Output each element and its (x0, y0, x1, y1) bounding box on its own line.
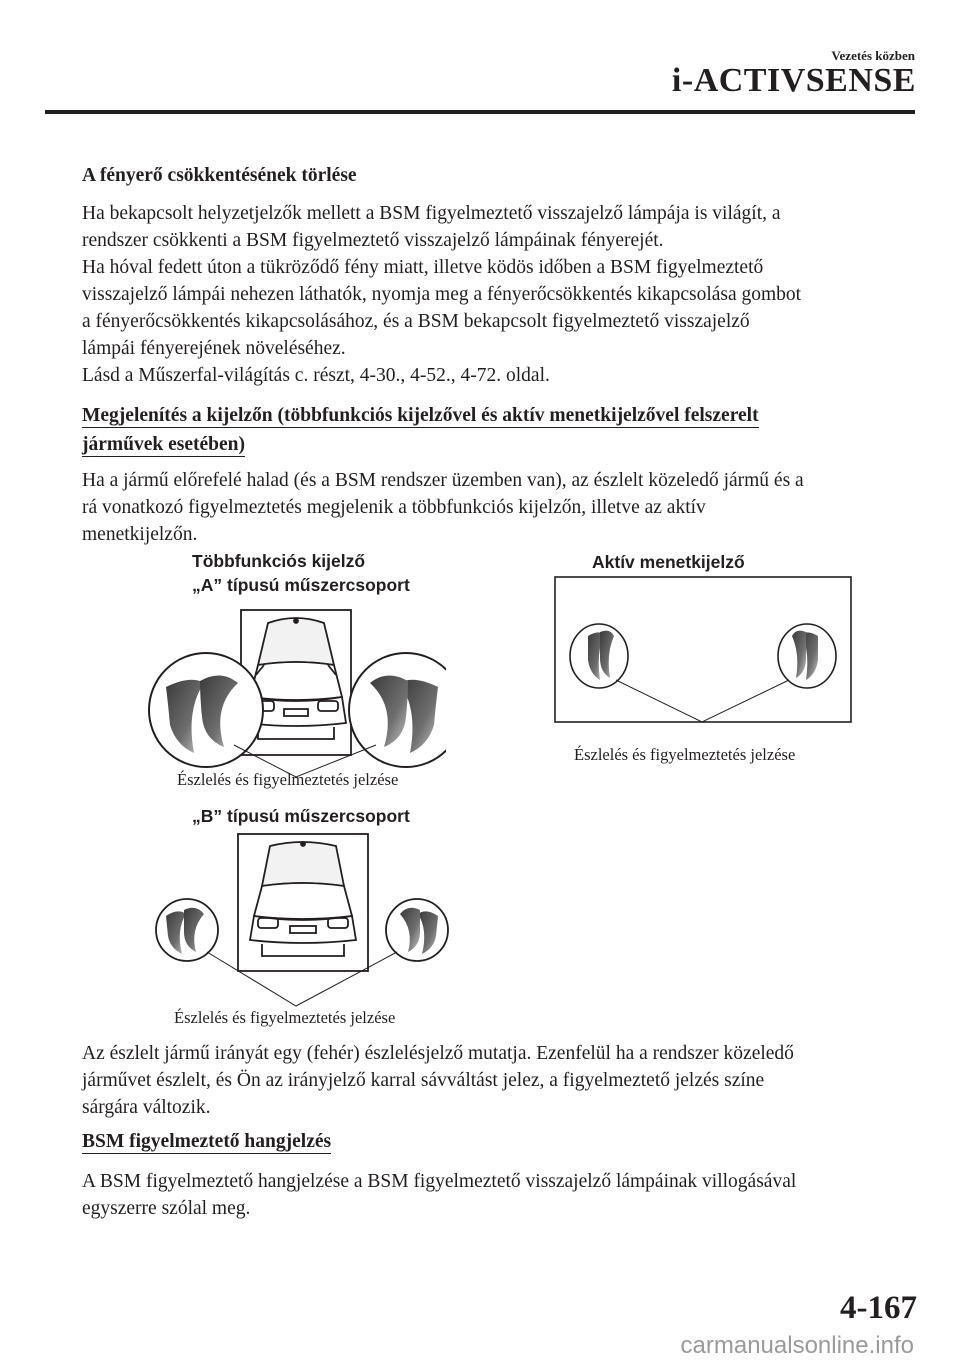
text-line: Ha bekapcsolt helyzetjelzők mellett a BSM figyelmeztető visszajelző lámpája is világít, a (82, 203, 781, 224)
text-line: egyszerre szólal meg. (82, 1198, 251, 1219)
text-line: sárgára változik. (82, 1097, 211, 1118)
text-line: visszajelző lámpái nehezen láthatók, nyomja meg a fényerőcsökkentés kikapcsolása gombot (82, 284, 802, 305)
heading-line: BSM figyelmeztető hangjelzés (82, 1131, 332, 1152)
bsm-indicator-left-icon (570, 624, 628, 688)
heading-line: járművek esetében) (82, 434, 245, 455)
heading-display (82, 401, 759, 459)
text-line: Lásd a Műszerfal-világítás c. részt, 4-30., 4-52., 4-72. oldal. (82, 365, 550, 386)
figure-type-b-label: „B” típusú műszercsoport (192, 806, 410, 826)
figure-active-title: Aktív menetkijelző (592, 552, 745, 572)
caption-type-a: Észlelés és figyelmeztetés jelzése (177, 770, 399, 789)
text-line: A BSM figyelmeztető hangjelzése a BSM figyelmeztető visszajelző lámpáinak villogásával (82, 1171, 797, 1192)
text-line: menetkijelzőn. (82, 524, 198, 545)
car-rear-icon (238, 834, 368, 971)
figure-multi-title: Többfunkciós kijelző (192, 551, 366, 571)
bsm-indicator-left-icon (156, 899, 218, 961)
page-number: 4-167 (840, 1290, 917, 1326)
figure-type-a-label: „A” típusú műszercsoport (192, 575, 410, 595)
text-line: rá vonatkozó figyelmeztetés megjelenik a többfunkciós kijelzőn, illetve az aktív (82, 497, 706, 518)
heading-line: Megjelenítés a kijelzőn (többfunkciós kijelzővel és aktív menetkijelzővel felszerelt (82, 405, 759, 426)
section-title: i-ACTIVSENSE (671, 62, 916, 99)
bsm-indicator-left-icon (149, 653, 263, 767)
text-line: rendszer csökkenti a BSM figyelmeztető visszajelző lámpáinak fényerejét. (82, 230, 664, 251)
figure-type-b-diagram (152, 830, 452, 1010)
paragraph-display (82, 467, 804, 548)
paragraph-brightness (82, 200, 801, 389)
figure-active-display-diagram (554, 576, 854, 756)
paragraph-direction (82, 1040, 794, 1121)
bsm-indicator-right-icon (386, 899, 448, 961)
text-line: lámpái fényerejének növeléséhez. (82, 338, 346, 359)
chapter-label: Vezetés közben (831, 48, 915, 63)
heading-brightness-cancel: A fényerő csökkentésének törlése (82, 165, 357, 186)
bsm-indicator-right-icon (778, 624, 836, 688)
watermark: carmanualsonline.info (680, 1332, 914, 1359)
paragraph-bsm-sound (82, 1168, 796, 1222)
text-line: Az észlelt jármű irányát egy (fehér) észlelésjelző mutatja. Ezenfelül ha a rendszer közeledő (82, 1043, 794, 1064)
caption-type-b: Észlelés és figyelmeztetés jelzése (174, 1008, 396, 1027)
heading-bsm-sound (82, 1127, 331, 1156)
header-rule (45, 110, 915, 114)
figure-type-a-diagram (146, 605, 446, 785)
text-line: Ha hóval fedett úton a tükröződő fény miatt, illetve ködös időben a BSM figyelmeztető (82, 257, 764, 278)
text-line: Ha a jármű előrefelé halad (és a BSM rendszer üzemben van), az észlelt közeledő jármű és a (82, 470, 804, 491)
text-line: a fényerőcsökkentés kikapcsolásához, és a BSM bekapcsolt figyelmeztető visszajelző (82, 311, 750, 332)
caption-active: Észlelés és figyelmeztetés jelzése (574, 745, 796, 764)
text-line: járművet észlelt, és Ön az irányjelző karral sávváltást jelez, a figyelmeztető jelzés színe (82, 1070, 765, 1091)
